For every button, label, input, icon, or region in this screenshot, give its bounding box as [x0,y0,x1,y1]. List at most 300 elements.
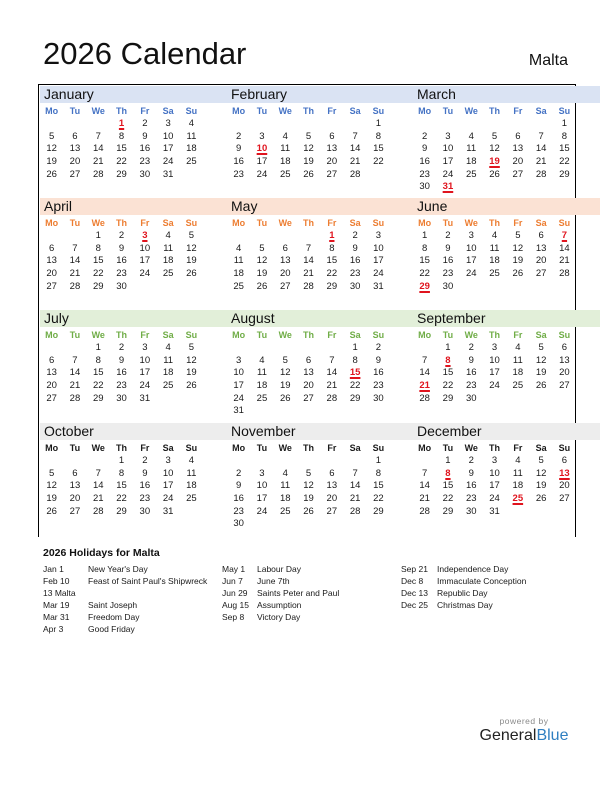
day-cell: 28 [69,392,81,404]
day-cell: 5 [305,467,312,479]
weekday-label: Sa [162,218,174,228]
weekday-label: Mo [45,218,59,228]
weekday-label: Sa [535,443,547,453]
day-cell: 25 [489,268,500,280]
holiday-name: Victory Day [257,612,301,622]
day-cell: 22 [116,156,127,168]
holiday-name: New Year's Day [88,564,148,574]
brand-name [474,726,574,746]
month-grid [40,440,227,518]
empty-cell [274,118,297,131]
day-cell: 7 [352,467,358,479]
holiday-date: Jun 29 [222,588,248,598]
day-cell: 13 [559,354,570,366]
day-cell: 3 [491,455,498,466]
holiday-entry [222,611,339,623]
month-november [227,423,414,535]
empty-cell [413,118,436,131]
weekday-label: Th [116,330,128,340]
day-cell: 6 [305,354,312,366]
holiday-entry [401,575,526,587]
day-cell: 21 [69,268,81,280]
day-cell: 3 [468,230,474,241]
day-cell: 14 [92,480,104,492]
day-cell: 26 [186,380,197,392]
holiday-name: Christmas Day [437,600,493,610]
weekday-label: Su [372,443,385,453]
day-cell: 27 [535,268,547,280]
day-cell: 22 [373,493,384,505]
month-title: April [40,198,227,215]
day-cell: 9 [142,467,148,479]
day-cell: 25 [465,168,477,180]
day-cell: 28 [69,280,81,292]
day-cell: 20 [279,268,291,280]
empty-cell [436,118,459,131]
day-cell: 20 [46,380,57,392]
day-cell: 25 [279,168,291,180]
day-cell: 8 [375,467,382,479]
holiday-day-cell: 7 [561,230,568,241]
day-cell: 10 [233,367,244,379]
day-cell: 28 [535,168,547,180]
weekday-label: Mo [45,330,59,340]
holiday-day-cell: 1 [118,118,125,129]
day-cell: 17 [489,367,500,379]
weekday-label: Mo [45,106,59,116]
empty-cell [40,342,63,355]
weekday-label: Fr [327,106,337,116]
holiday-day-cell: 19 [489,156,500,168]
day-cell: 16 [465,367,477,379]
weekday-label: Mo [232,218,246,228]
month-title: January [40,86,227,103]
day-cell: 16 [442,255,454,267]
weekday-label: Su [372,218,385,228]
day-cell: 7 [329,354,335,366]
day-cell: 28 [419,392,430,404]
day-cell: 11 [466,143,477,155]
day-cell: 12 [535,467,547,479]
day-cell: 5 [491,130,498,142]
weekday-label: Sa [349,106,361,116]
day-cell: 20 [559,367,570,379]
day-cell: 11 [512,354,523,366]
day-cell: 4 [165,342,171,353]
day-cell: 2 [142,455,148,466]
day-cell: 17 [489,480,500,492]
day-cell: 4 [282,467,288,479]
day-cell: 14 [419,367,430,379]
day-cell: 8 [329,242,335,254]
day-cell: 26 [535,493,547,505]
day-cell: 9 [142,130,148,142]
weekday-label: Th [489,106,501,116]
day-cell: 16 [233,156,244,168]
day-cell: 20 [326,156,338,168]
weekday-label: Fr [140,330,150,340]
day-cell: 4 [491,230,498,241]
weekday-label: Th [303,106,315,116]
day-cell: 30 [139,505,151,517]
day-cell: 16 [139,143,151,155]
day-cell: 12 [489,143,500,155]
day-cell: 17 [139,367,151,379]
day-cell: 2 [375,342,382,353]
month-october [40,423,227,535]
holiday-date: Jun 7 [222,576,243,586]
day-cell: 30 [465,505,477,517]
day-cell: 20 [326,493,338,505]
day-cell: 22 [92,380,104,392]
month-grid [413,327,600,405]
day-cell: 1 [375,118,382,129]
empty-cell [250,118,273,131]
empty-cell [297,455,320,468]
empty-cell [250,342,273,355]
day-cell: 26 [512,268,524,280]
weekday-label: Fr [140,443,150,453]
empty-cell [40,230,63,243]
weekday-label: Tu [256,106,268,116]
weekday-label: Fr [513,218,523,228]
day-cell: 4 [468,130,474,142]
day-cell: 2 [118,230,125,241]
day-cell: 30 [139,168,151,180]
day-cell: 14 [303,255,314,267]
day-cell: 29 [442,505,454,517]
empty-cell [274,230,297,243]
holiday-date: Jan 1 [43,564,64,574]
month-title: July [40,310,227,327]
day-cell: 11 [489,242,500,254]
day-cell: 7 [95,467,101,479]
holiday-name: Immaculate Conception [437,576,527,586]
empty-cell [297,230,320,243]
day-cell: 2 [422,130,428,142]
holiday-name: Republic Day [437,588,488,598]
weekday-label: Tu [256,218,268,228]
day-cell: 1 [352,342,358,353]
day-cell: 31 [162,505,174,517]
weekday-label: Fr [513,443,523,453]
day-cell: 14 [419,480,430,492]
day-cell: 29 [326,280,338,292]
holiday-entry [401,563,526,575]
day-cell: 4 [515,455,521,466]
weekday-label: Sa [535,218,547,228]
day-cell: 11 [512,467,523,479]
weekday-label: Sa [349,330,361,340]
weekday-label: Sa [535,330,547,340]
day-cell: 20 [303,380,314,392]
day-cell: 30 [116,392,127,404]
day-cell: 24 [256,168,268,180]
day-cell: 1 [445,455,451,466]
day-cell: 3 [142,342,148,353]
day-cell: 16 [349,255,361,267]
day-cell: 19 [186,367,197,379]
day-cell: 20 [69,156,81,168]
weekday-label: Su [558,443,571,453]
country-label: Malta [528,52,568,69]
day-cell: 1 [118,455,125,466]
day-cell: 12 [303,480,314,492]
day-cell: 8 [118,467,125,479]
day-cell: 3 [259,467,265,479]
day-cell: 21 [326,380,338,392]
day-cell: 19 [303,156,314,168]
day-cell: 12 [46,480,57,492]
day-cell: 28 [303,280,314,292]
empty-cell [87,118,110,131]
day-cell: 10 [489,354,500,366]
day-cell: 9 [118,354,125,366]
day-cell: 22 [116,493,127,505]
day-cell: 28 [419,505,430,517]
empty-cell [250,455,273,468]
day-cell: 23 [139,493,151,505]
holiday-entry [43,563,207,575]
weekday-label: Th [116,443,128,453]
day-cell: 24 [442,168,454,180]
day-cell: 16 [373,367,384,379]
day-cell: 19 [535,367,547,379]
day-cell: 24 [256,505,268,517]
day-cell: 11 [280,480,291,492]
day-cell: 24 [373,268,384,280]
holiday-date: Sep 8 [222,612,245,622]
day-cell: 26 [489,168,500,180]
month-title: March [413,86,600,103]
weekday-label: Su [185,218,198,228]
day-cell: 25 [512,380,524,392]
weekday-label: Th [489,443,501,453]
weekday-label: Su [185,330,198,340]
day-cell: 12 [512,242,524,254]
month-grid [227,440,414,531]
day-cell: 31 [139,392,151,404]
day-cell: 29 [116,168,127,180]
day-cell: 10 [465,242,477,254]
empty-cell [250,230,273,243]
day-cell: 25 [256,392,268,404]
month-title: February [227,86,414,103]
day-cell: 8 [352,354,358,366]
day-cell: 6 [538,230,544,241]
day-cell: 5 [49,467,55,479]
day-cell: 3 [375,230,382,241]
day-cell: 7 [538,130,544,142]
empty-cell [227,230,250,243]
day-cell: 27 [559,380,570,392]
month-grid [40,215,227,293]
day-cell: 22 [326,268,338,280]
empty-cell [63,342,86,355]
day-cell: 15 [373,480,384,492]
day-cell: 16 [116,367,127,379]
day-cell: 6 [49,242,55,254]
month-april [40,198,227,310]
day-cell: 25 [186,493,197,505]
holiday-entry: 13 Malta [43,588,76,598]
weekday-label: Su [372,330,385,340]
holiday-day-cell: 15 [349,367,361,379]
holiday-date: Apr 3 [43,624,64,634]
day-cell: 27 [69,505,81,517]
weekday-label: Fr [327,443,337,453]
day-cell: 12 [303,143,314,155]
day-cell: 12 [279,367,291,379]
holiday-name: Saint Joseph [88,600,138,610]
day-cell: 5 [49,130,55,142]
weekday-label: Sa [349,443,361,453]
day-cell: 22 [442,380,454,392]
day-cell: 4 [282,130,288,142]
day-cell: 21 [535,156,547,168]
day-cell: 27 [46,280,57,292]
day-cell: 14 [92,143,104,155]
day-cell: 16 [116,255,127,267]
day-cell: 20 [512,156,524,168]
holiday-name: Labour Day [257,564,301,574]
day-cell: 14 [559,242,570,254]
day-cell: 6 [282,242,288,254]
day-cell: 23 [116,268,127,280]
day-cell: 30 [349,280,361,292]
holiday-date: Sep 21 [401,564,428,574]
holiday-day-cell: 13 [559,467,570,479]
day-cell: 14 [535,143,547,155]
holiday-day-cell: 25 [512,493,524,505]
weekday-label: Th [303,218,315,228]
day-cell: 15 [442,480,454,492]
holiday-date: Mar 19 [43,600,70,610]
day-cell: 14 [69,367,81,379]
day-cell: 2 [468,455,474,466]
holiday-date: Dec 25 [401,600,428,610]
day-cell: 2 [142,118,148,129]
day-cell: 2 [352,230,358,241]
day-cell: 26 [46,168,57,180]
weekday-label: We [464,443,478,453]
day-cell: 6 [49,354,55,366]
day-cell: 20 [559,480,570,492]
day-cell: 24 [162,493,174,505]
day-cell: 21 [419,493,430,505]
weekday-label: Tu [69,443,81,453]
weekday-label: Tu [442,330,454,340]
day-cell: 3 [491,342,498,353]
day-cell: 7 [72,242,78,254]
day-cell: 26 [256,280,268,292]
day-cell: 6 [329,467,335,479]
day-cell: 10 [139,242,151,254]
weekday-label: Su [372,106,385,116]
empty-cell [529,118,552,131]
holiday-entry [401,599,526,611]
empty-cell [506,118,529,131]
day-cell: 26 [186,268,197,280]
day-cell: 9 [445,242,451,254]
day-cell: 23 [465,493,477,505]
month-title: August [227,310,414,327]
day-cell: 29 [92,280,104,292]
empty-cell [343,118,366,131]
day-cell: 26 [303,168,314,180]
day-cell: 26 [46,505,57,517]
empty-cell [274,342,297,355]
holiday-name: Saints Peter and Paul [257,588,340,598]
weekday-label: Mo [418,330,432,340]
empty-cell [460,118,483,131]
empty-cell [40,455,63,468]
month-grid [227,103,414,181]
day-cell: 23 [233,505,244,517]
day-cell: 13 [69,480,81,492]
day-cell: 24 [162,156,174,168]
empty-cell [40,118,63,131]
day-cell: 29 [442,392,454,404]
day-cell: 28 [326,392,338,404]
empty-cell [320,455,343,468]
day-cell: 21 [303,268,314,280]
weekday-label: Tu [442,106,454,116]
page-title: 2026 Calendar [43,36,247,71]
holiday-day-cell: 3 [142,230,148,241]
holiday-entry [222,563,339,575]
weekday-label: Sa [349,218,361,228]
day-cell: 10 [442,143,454,155]
weekday-label: We [464,106,478,116]
day-cell: 30 [373,392,384,404]
day-cell: 22 [419,268,430,280]
day-cell: 20 [69,493,81,505]
day-cell: 1 [95,230,101,241]
empty-cell [227,342,250,355]
day-cell: 8 [375,130,382,142]
day-cell: 9 [468,354,474,366]
day-cell: 22 [373,156,384,168]
day-cell: 13 [535,242,547,254]
day-cell: 30 [233,518,244,530]
weekday-label: Mo [232,330,246,340]
day-cell: 13 [69,143,81,155]
day-cell: 30 [465,392,477,404]
day-cell: 15 [116,143,127,155]
day-cell: 15 [559,143,570,155]
day-cell: 23 [233,168,244,180]
holiday-name: Assumption [257,600,302,610]
day-cell: 17 [139,255,151,267]
day-cell: 15 [116,480,127,492]
holiday-date: Dec 13 [401,588,428,598]
day-cell: 23 [349,268,361,280]
day-cell: 15 [419,255,430,267]
month-title: November [227,423,414,440]
day-cell: 13 [303,367,314,379]
day-cell: 5 [188,230,195,241]
day-cell: 11 [163,242,174,254]
day-cell: 13 [326,480,338,492]
day-cell: 30 [442,280,454,292]
day-cell: 27 [326,168,338,180]
day-cell: 27 [303,392,314,404]
weekday-label: Su [185,443,198,453]
day-cell: 6 [515,130,521,142]
weekday-label: Th [303,330,315,340]
empty-cell [87,455,110,468]
